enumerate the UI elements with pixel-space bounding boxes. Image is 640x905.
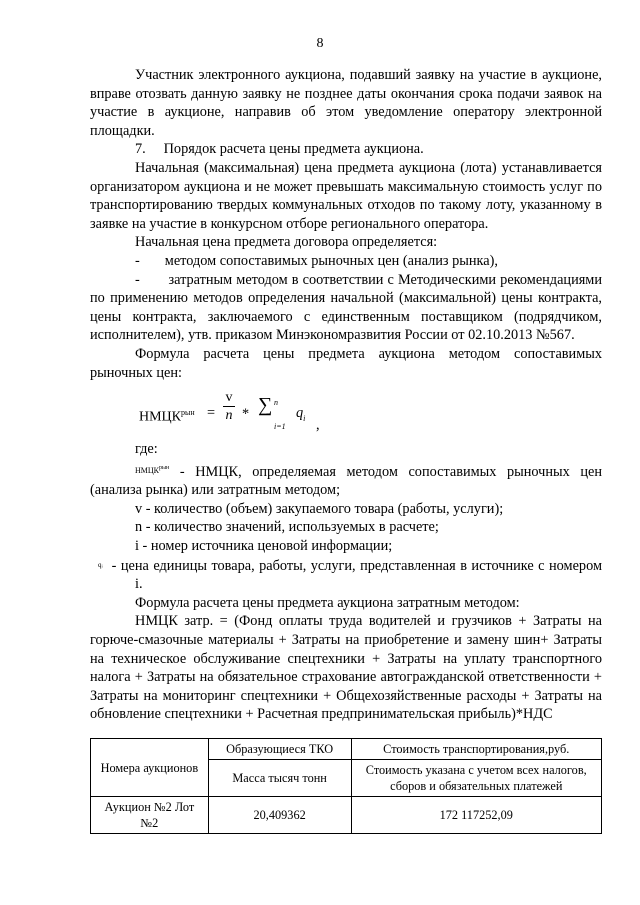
definition-n: n - количество значений, используемых в расчете; — [135, 519, 439, 536]
paragraph-price-determined: Начальная цена предмета договора определяется: — [135, 234, 438, 251]
formula-multiply: * — [242, 406, 250, 423]
table-row — [91, 797, 602, 834]
section-heading-price-calculation: 7. Порядок расчета цены предмета аукциона. — [135, 141, 424, 158]
table-subheader-cell: Стоимость указана с учетом всех налогов, сборов и обязательных платежей — [351, 760, 602, 797]
table-cell: 172 117252,09 — [351, 797, 602, 834]
definition-i: i - номер источника ценовой информации; — [135, 538, 393, 555]
table-header-cell: Номера аукционов — [91, 739, 209, 797]
paragraph-initial-price: Начальная (максимальная) цена предмета аукциона (лота) устанавливается организатором аукциона и не может превышать максимальную стоимость услуг по транспортированию твердых коммунальных отходов по такому лоту, указанному в заявке на участие в конкурсном отборе регионального оператора. — [90, 159, 602, 232]
where-label: где: — [135, 441, 158, 458]
formula-term-text: q — [296, 405, 304, 422]
formula-sum-lower: i=1 — [274, 422, 286, 432]
price-table — [90, 738, 602, 834]
definition-nmck-text: - НМЦК, определяемая методом сопоставимых рыночных цен (анализа рынка) или затратным методом; — [90, 463, 602, 499]
formula-lhs — [139, 404, 195, 427]
paragraph-withdraw-application: Участник электронного аукциона, подавший заявку на участие в аукционе, вправе отозвать данную заявку не позднее даты окончания срока подачи заявок на участие в аукционе, направив об этом уведомление оператору электронной площадки. — [90, 67, 602, 139]
table-subheader-cell: Масса тысяч тонн — [208, 760, 351, 797]
definition-q — [90, 556, 602, 594]
formula-lhs-sup: рын — [181, 408, 195, 418]
formula-denominator: n — [225, 408, 233, 424]
list-item-cost-method-text: затратным методом в соответствии с Методическими рекомендациями по применению методов определения начальной (максимальной) цены контракта, цены контракта, заключаемого с единственным поставщиком (подрядчиком, исполнителем), утв. приказом Минэкономразвития России от 02.10.2013 №567. — [90, 271, 603, 344]
table-header-cell: Образующиеся ТКО — [208, 739, 351, 760]
table-cell: 20,409362 — [208, 797, 351, 834]
definition-q-text: - цена единицы товара, работы, услуги, представленная в источнике с номером i. — [111, 557, 602, 593]
paragraph-market-formula-intro: Формула расчета цены предмета аукциона методом сопоставимых рыночных цен: — [90, 345, 602, 381]
list-item-market-method: - методом сопоставимых рыночных цен (анализ рынка), — [135, 252, 498, 269]
table-header-row — [91, 739, 602, 760]
formula-sum-upper: n — [274, 398, 278, 408]
table-header-cell: Стоимость транспортирования,руб. — [351, 739, 602, 760]
formula-numerator: v — [223, 390, 235, 407]
formula-sum-symbol: ∑ — [258, 394, 273, 417]
formula-term-sub: i — [303, 413, 306, 423]
formula-lhs-text: НМЦК — [139, 409, 182, 425]
definition-nmck — [90, 459, 602, 500]
list-item-market-method-text: методом сопоставимых рыночных цен (анализ рынка), — [164, 252, 498, 269]
formula-fraction — [223, 390, 235, 425]
formula-comma: , — [316, 417, 320, 434]
table-cell: Аукцион №2 Лот №2 — [91, 797, 209, 834]
market-price-formula — [90, 390, 602, 438]
page-number: 8 — [316, 36, 324, 51]
nmck-symbol: НМЦК — [135, 465, 160, 475]
q-symbol: qᵢ — [98, 560, 103, 569]
formula-term — [296, 404, 305, 428]
definition-v: v - количество (объем) закупаемого товара (работы, услуги); — [135, 500, 504, 517]
list-item-cost-method: - затратным методом в соответствии с Методическими рекомендациями по применению методов определения начальной (максимальной) цены контракта, цены контракта, заключаемого с единственным поставщиком (подрядчиком, исполнителем), утв. приказом Минэкономразвития России от 02.10.2013 №567. — [90, 271, 603, 344]
formula-equals: = — [207, 405, 216, 422]
paragraph-cost-formula: НМЦК затр. = (Фонд оплаты труда водителей и грузчиков + Затраты на горюче-смазочные материалы + Затраты на приобретение и замену шин+ Затраты на техническое обслуживание спецтехники + Затраты на уплату транспортного налога + Затраты на обязательное страхование автогражданской ответственности + Затраты на мониторинг спецтехники + Общехозяйственные расходы + Затраты на обновление спецтехники + Расчетная предпринимательская прибыль)*НДС — [90, 613, 602, 723]
paragraph-cost-formula-intro: Формула расчета цены предмета аукциона затратным методом: — [135, 594, 520, 611]
nmck-symbol-sup: рын — [159, 464, 170, 471]
document-body — [90, 66, 602, 724]
